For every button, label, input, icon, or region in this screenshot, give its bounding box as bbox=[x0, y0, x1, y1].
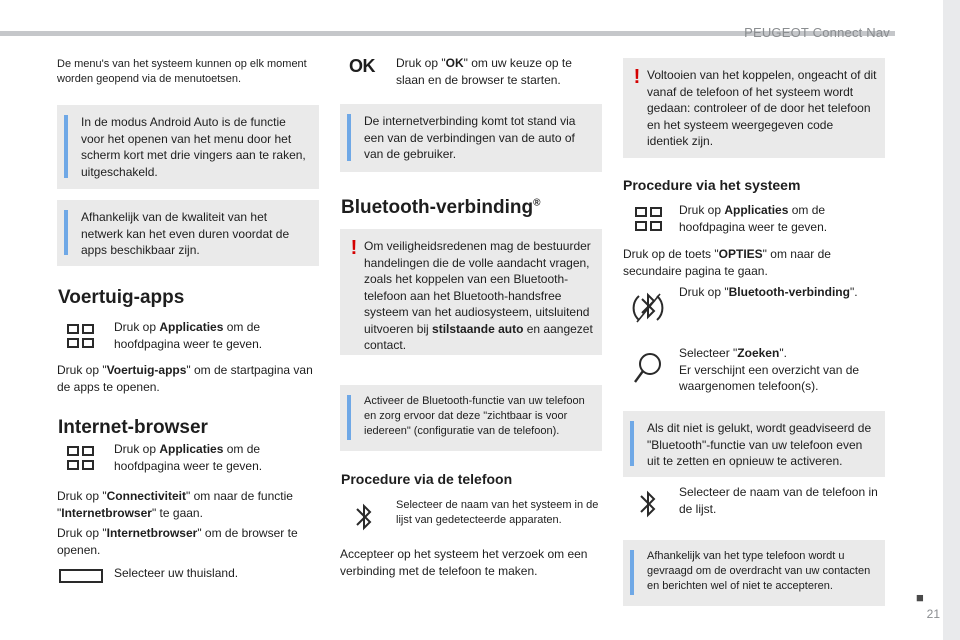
info-text: Activeer de Bluetooth-functie van uw telefoon en zorg ervoor dat deze "zichtbaar is voor iedereen" (configuratie van de telefoon). bbox=[364, 395, 585, 437]
side-tab bbox=[943, 0, 960, 640]
continue-marker: ■ bbox=[916, 590, 924, 605]
bluetooth-connection-icon bbox=[630, 288, 666, 328]
step-select-system: Selecteer de naam van het systeem in de lijst van gedetecteerde apparaten. bbox=[396, 499, 599, 526]
step-apps-system: Druk op Applicaties om de hoofdpagina weer te geven. bbox=[679, 203, 828, 234]
vehicle-apps-text: Druk op "Voertuig-apps" om de startpagina van de apps te openen. bbox=[57, 363, 313, 394]
step-ok: Druk op "OK" om uw keuze op te slaan en de browser te starten. bbox=[396, 56, 572, 87]
info-bar bbox=[630, 421, 634, 466]
heading-vehicle-apps: Voertuig-apps bbox=[58, 287, 185, 308]
heading-procedure-system: Procedure via het systeem bbox=[623, 177, 801, 193]
browser-open-text: Druk op "Internetbrowser" om de browser te openen. bbox=[57, 526, 298, 557]
info-text: Als dit niet is gelukt, wordt geadviseerd de "Bluetooth"-functie van uw telefoon even uit te zetten en opnieuw te activeren. bbox=[647, 421, 872, 468]
info-bar bbox=[64, 210, 68, 255]
search-icon bbox=[632, 350, 664, 386]
step-select-phone: Selecteer de naam van de telefoon in de lijst. bbox=[679, 485, 878, 516]
info-text: Afhankelijk van het type telefoon wordt u gevraagd om de overdracht van uw contacten en berichten wel of niet te accepteren. bbox=[647, 550, 871, 592]
connectivity-text: Druk op "Connectiviteit" om naar de functie "Internetbrowser" te gaan. bbox=[57, 489, 293, 520]
options-text: Druk op de toets "OPTIES" om naar de secundaire pagina te gaan. bbox=[623, 247, 831, 278]
info-box-android-auto bbox=[57, 105, 319, 189]
info-text: De internetverbinding komt tot stand via een van de verbindingen van de auto of van de gebruiker. bbox=[364, 114, 576, 161]
info-bar bbox=[347, 395, 351, 440]
info-bar bbox=[347, 114, 351, 161]
warning-icon: ! bbox=[350, 237, 358, 259]
step-apps-browser: Druk op Applicaties om de hoofdpagina weer te geven. bbox=[114, 442, 263, 473]
input-field-icon bbox=[59, 568, 103, 584]
apps-grid-icon bbox=[66, 444, 96, 474]
warning-icon: ! bbox=[633, 66, 641, 88]
heading-internet-browser: Internet-browser bbox=[58, 417, 208, 438]
accept-request-text: Accepteer op het systeem het verzoek om een verbinding met de telefoon te maken. bbox=[340, 547, 588, 578]
info-box-activate bbox=[340, 385, 602, 451]
heading-bluetooth: Bluetooth-verbinding® bbox=[341, 197, 541, 218]
warning-box-safety bbox=[340, 229, 602, 355]
apps-grid-icon bbox=[66, 322, 96, 352]
ok-icon: OK bbox=[349, 56, 375, 76]
step-bluetooth-connection: Druk op "Bluetooth-verbinding". bbox=[679, 285, 858, 299]
info-box-network bbox=[57, 200, 319, 266]
info-box-internet bbox=[340, 104, 602, 172]
warning-box-code bbox=[623, 58, 885, 158]
step-search: Selecteer "Zoeken". Er verschijnt een overzicht van de waargenomen telefoon(s). bbox=[679, 346, 860, 393]
info-text: Afhankelijk van de kwaliteit van het netwerk kan het even duren voordat de apps beschikbaar zijn. bbox=[81, 210, 290, 257]
select-home-country: Selecteer uw thuisland. bbox=[114, 566, 239, 580]
info-text: In de modus Android Auto is de functie voor het openen van het menu door het scherm kort met drie vingers aan te raken, uitgeschakeld. bbox=[81, 115, 306, 179]
page-number: 21 bbox=[926, 607, 940, 621]
header-title: PEUGEOT Connect Nav bbox=[744, 25, 890, 40]
step-apps-vehicle: Druk op Applicaties om de hoofdpagina weer te geven. bbox=[114, 320, 263, 351]
info-bar bbox=[630, 550, 634, 595]
info-box-contacts bbox=[623, 540, 885, 606]
bluetooth-icon bbox=[638, 487, 658, 521]
info-bar bbox=[64, 115, 68, 178]
warning-text: Voltooien van het koppelen, ongeacht of dit vanaf de telefoon of het systeem wordt gedaan: controleer of de door het telefoon en het systeem weergegeven code identiek zijn. bbox=[647, 68, 877, 148]
bluetooth-icon bbox=[354, 500, 374, 534]
intro-text: De menu's van het systeem kunnen op elk moment worden geopend via de menutoetsen. bbox=[57, 58, 307, 85]
warning-text: Om veiligheidsredenen mag de bestuurder handelingen die de volle aandacht vragen, zoals het koppelen van een Bluetooth-telefoon aan het Bluetooth-handsfree systeem van het audiosysteem, uitsluitend uitvoeren bij stilstaande auto en aangezet contact. bbox=[364, 239, 593, 352]
apps-grid-icon bbox=[634, 205, 664, 235]
info-box-retry bbox=[623, 411, 885, 477]
heading-procedure-phone: Procedure via de telefoon bbox=[341, 471, 513, 487]
